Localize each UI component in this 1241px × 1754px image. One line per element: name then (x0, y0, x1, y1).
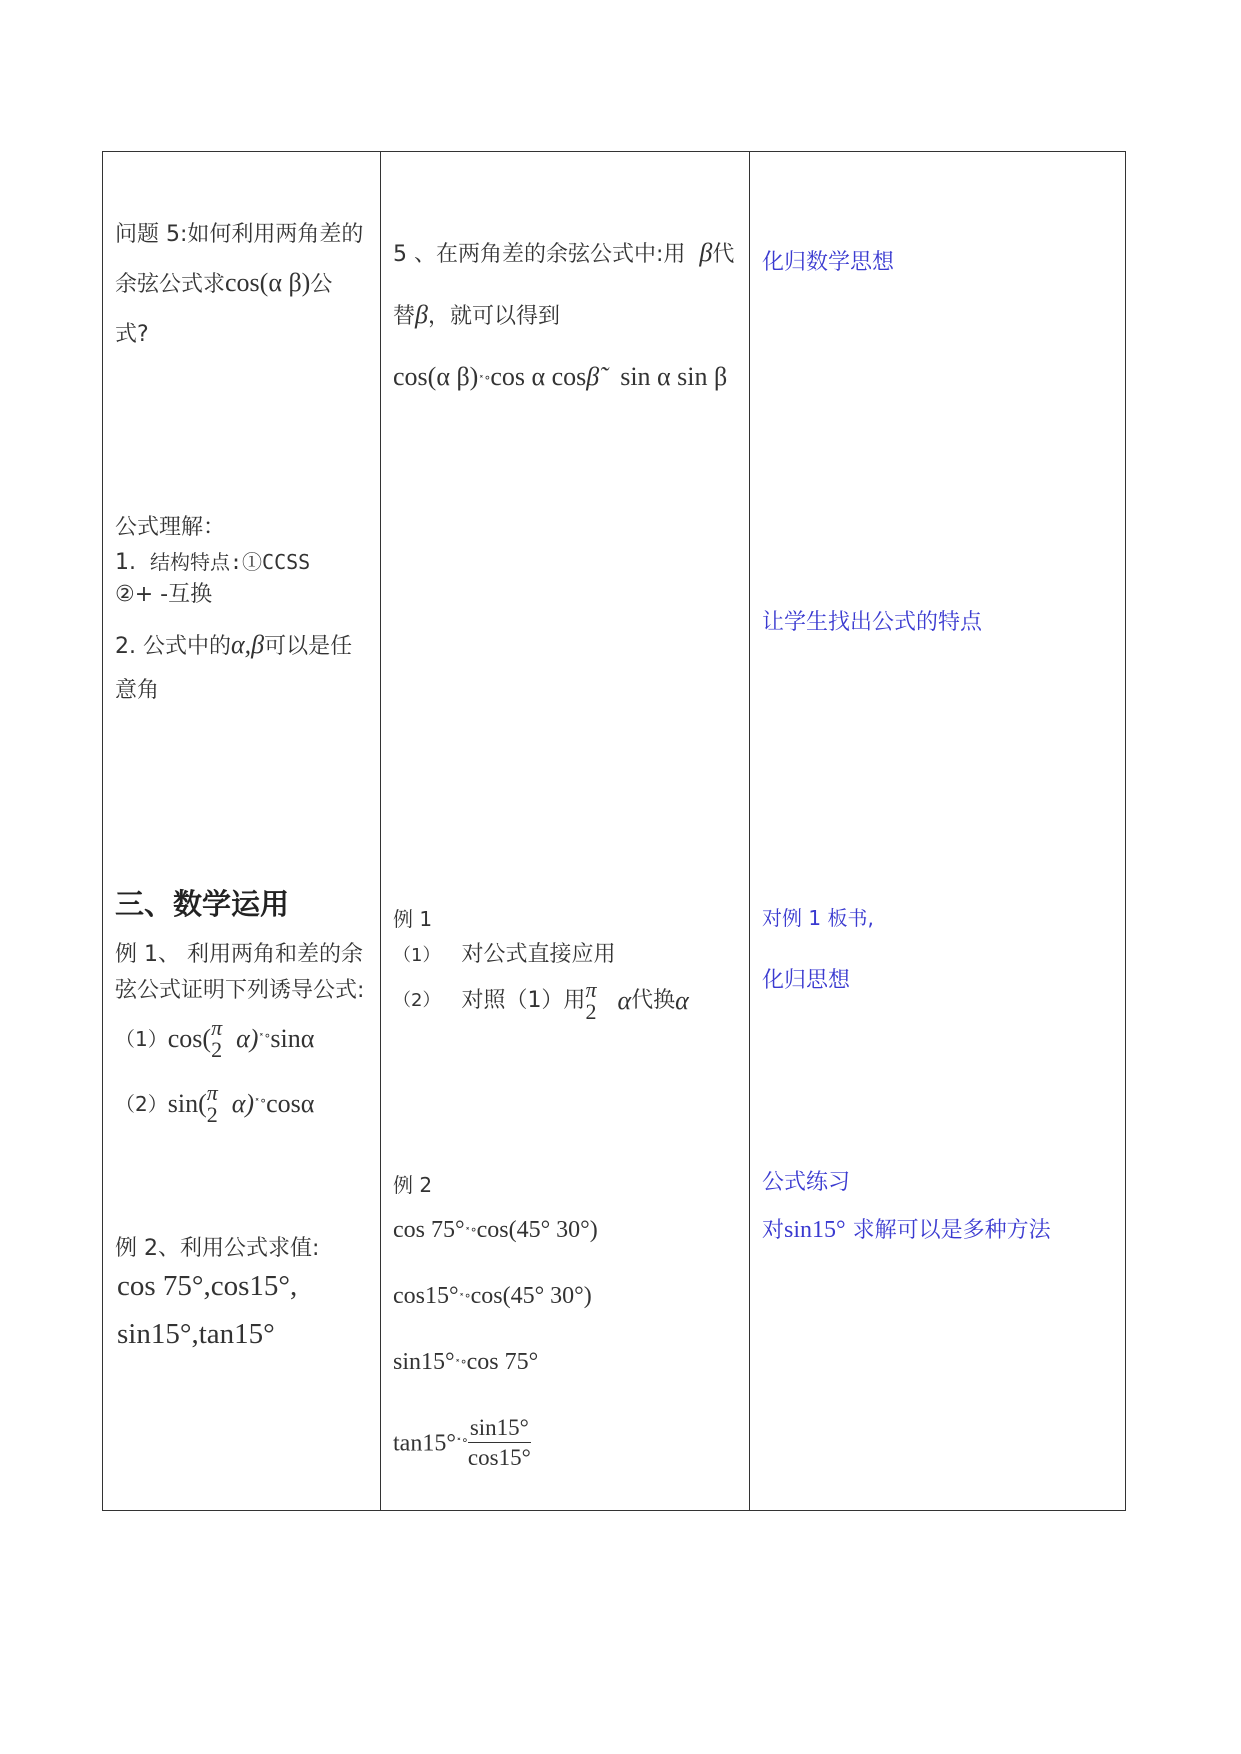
label: （2） (393, 990, 441, 1011)
equals-mark: ˟° (458, 1292, 471, 1306)
lesson-table (102, 151, 1126, 1511)
math: α (675, 986, 689, 1015)
text: 2. 公式中的 (115, 634, 231, 659)
text: ，就可以得到 (427, 304, 560, 329)
pi-over-2-fraction (207, 1082, 218, 1126)
text: 对照（1）用 (461, 988, 586, 1013)
math: cos(45° 30°) (470, 1283, 592, 1309)
math: α (617, 986, 632, 1015)
math: tan15° (393, 1430, 456, 1457)
math: cosα (266, 1089, 315, 1118)
math: α) (236, 1024, 259, 1053)
equals-mark: ˟° (258, 1032, 271, 1046)
item-text: 结构特点:①CCSS (150, 550, 311, 574)
math: cos(45° 30°) (476, 1217, 598, 1243)
formula-lhs: cos(α β) (393, 362, 479, 391)
label: （1） (393, 945, 441, 966)
math: sin15° (393, 1349, 455, 1375)
example-2-math-line2: sin15°,tan15° (117, 1318, 275, 1350)
numerator: sin15° (468, 1414, 531, 1443)
math: α) (231, 1089, 255, 1118)
numerator: π (206, 1080, 218, 1105)
question-5-line2 (115, 270, 332, 296)
equals-mark: ˟° (455, 1436, 468, 1451)
text: 对公式直接应用 (461, 942, 616, 967)
text: 替 (393, 304, 416, 329)
formula-part: β̃ (586, 362, 600, 391)
point-5-line2 (393, 302, 560, 328)
math: α,β (230, 630, 265, 659)
note-reduction-thinking: 化归数学思想 (762, 250, 895, 275)
column-content (381, 152, 749, 1510)
example-2-line1: 例 2、利用公式求值: (115, 1236, 320, 1261)
example-1-title: 例 1 (393, 907, 433, 931)
numerator: π (585, 977, 597, 1002)
example-1-line1: 例 1、 利用两角和差的余 (115, 942, 363, 967)
formula-understanding-title: 公式理解： (115, 515, 226, 540)
text: 对 (762, 1218, 785, 1243)
math: β (415, 300, 428, 329)
note-formula-practice: 公式练习 (762, 1170, 851, 1195)
question-5-line1: 问题 5:如何利用两角差的 (115, 222, 364, 247)
cos75-line (393, 1218, 598, 1242)
cos15-line (393, 1284, 592, 1308)
text: 5 、在两角差的余弦公式中:用 (393, 242, 686, 267)
denominator: 2 (585, 999, 597, 1024)
question-5-line3: 式? (115, 322, 149, 347)
understanding-item-2 (115, 632, 352, 658)
column-content (103, 152, 380, 1510)
note-board-writing: 对例 1 板书, (762, 906, 874, 930)
note-reduction: 化归思想 (762, 968, 851, 993)
text: 求解可以是多种方法 (852, 1218, 1051, 1243)
pi-over-2-fraction (211, 1017, 222, 1061)
math: cos(α β) (225, 268, 311, 297)
example-2-math-line1: cos 75°,cos15°, (117, 1270, 298, 1302)
point-5-line1 (393, 240, 734, 266)
denominator: 2 (206, 1102, 218, 1127)
note-find-features: 让学生找出公式的特点 (762, 610, 983, 635)
understanding-item-1 (115, 552, 310, 574)
example-1-item-1 (393, 944, 615, 966)
text: 代换 (631, 988, 676, 1013)
denominator: 2 (211, 1037, 223, 1062)
text: 代 (712, 242, 735, 267)
math: cos 75° (466, 1349, 539, 1375)
equals-mark: ˟° (464, 1226, 477, 1240)
item-number: 1. (115, 550, 136, 575)
understanding-item-2-line2: 意角 (115, 678, 160, 703)
label: （2） (115, 1092, 168, 1116)
tan15-line (393, 1414, 531, 1473)
understanding-item-1-line2: ②+ -互换 (115, 582, 213, 607)
note-multiple-methods (762, 1218, 1051, 1242)
label: （1） (115, 1027, 168, 1051)
example-1-item-2 (393, 979, 689, 1023)
pi-over-2-fraction (585, 979, 596, 1023)
text: 公 (310, 272, 333, 297)
math: cos( (167, 1024, 212, 1053)
column-content (750, 152, 1126, 1510)
numerator: π (211, 1015, 223, 1040)
text: 可以是任 (264, 634, 353, 659)
difference-formula (393, 364, 727, 390)
equals-mark: ˟° (254, 1097, 267, 1111)
math: sin15° (784, 1217, 846, 1243)
math: cos15° (393, 1283, 459, 1309)
math: sinα (270, 1024, 315, 1053)
formula-part: cos α cos (490, 362, 587, 391)
example-2-title: 例 2 (393, 1173, 433, 1197)
math: sin( (167, 1089, 207, 1118)
sin15-line (393, 1350, 538, 1374)
equals-mark: ˟° (478, 374, 491, 388)
equals-mark: ˟° (454, 1358, 467, 1372)
formula-part: sin α sin β (620, 362, 728, 391)
example-1-item-1 (115, 1017, 314, 1061)
text: 余弦公式求 (115, 272, 226, 297)
denominator: cos15° (467, 1445, 531, 1470)
example-1-item-2 (115, 1082, 314, 1126)
math: β (699, 238, 713, 267)
example-1-line2: 弦公式证明下列诱导公式: (115, 978, 365, 1003)
math: cos 75° (393, 1217, 465, 1243)
section-heading: 三、数学运用 (115, 887, 290, 921)
tan-fraction (468, 1414, 531, 1473)
